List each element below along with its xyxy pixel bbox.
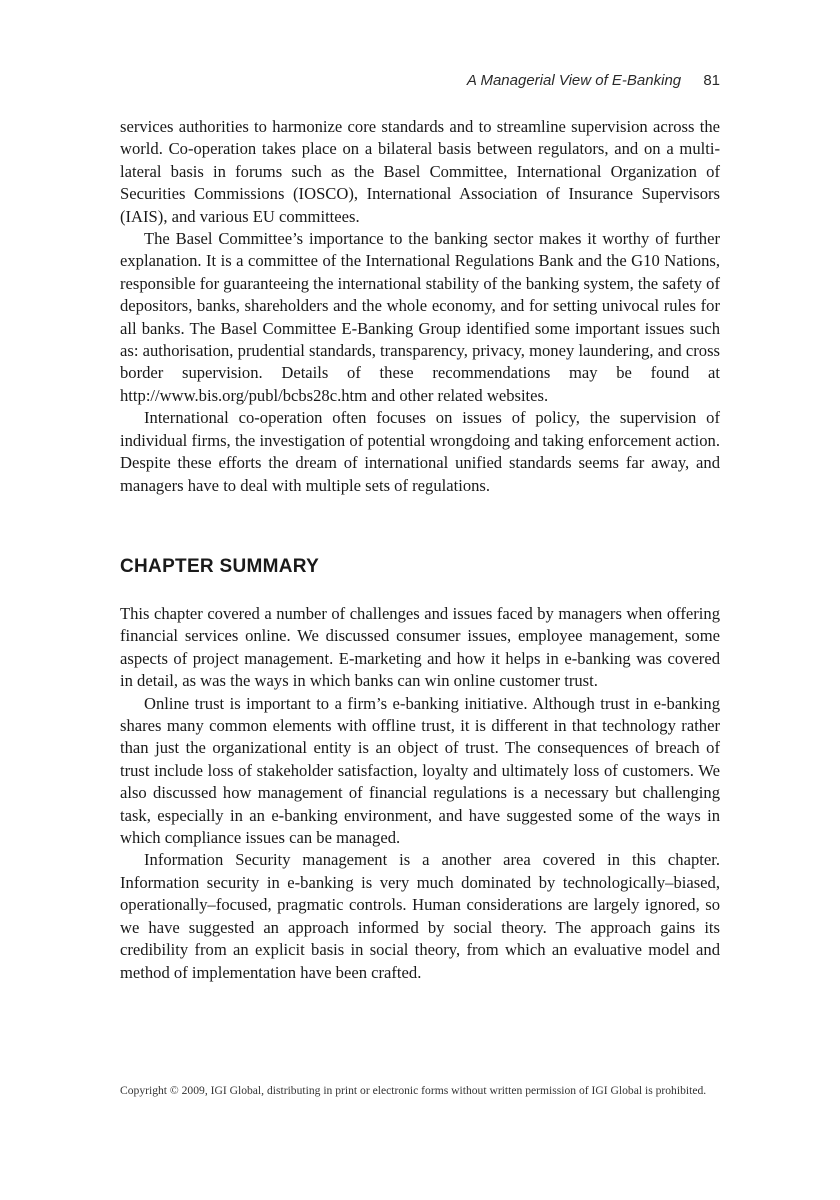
running-title: A Managerial View of E-Banking xyxy=(466,72,682,89)
paragraph-information-security: Information Security management is a another area covered in this chapter. Information security in e-banking is very much dominated by technologically–biased, operationally–focused, pragmatic controls. Human considerations are largely ignored, so we have suggested an approach informed by social theory. The approach gains its credibility from an explicit basis in social theory, from which an evaluative model and method of implementation have been crafted. xyxy=(120,850,720,982)
chapter-summary-section xyxy=(120,603,720,984)
paragraph-international-cooperation: International co-operation often focuses on issues of policy, the supervision of individual firms, the investigation of potential wrongdoing and taking enforcement action. Despite these efforts the dream of international unified standards seems far away, and managers have to deal with multiple sets of regulations. xyxy=(120,408,720,495)
paragraph-basel-committee: The Basel Committee’s importance to the banking sector makes it worthy of further explanation. It is a committee of the International Regulations Bank and the G10 Nations, responsible for guaranteeing the international stability of the banking system, the safety of depositors, banks, shareholders and the whole economy, and for setting univocal rules for all banks. The Basel Committee E-Banking Group identified some important issues such as: authorisation, prudential standards, transparency, privacy, money laundering, and cross border supervision. Details of these recommendations may be found at http://www.bis.org/publ/bcbs28c.htm and other related websites. xyxy=(120,229,720,405)
paragraph-summary-intro: This chapter covered a number of challenges and issues faced by managers when offering financial services online. We discussed consumer issues, employee management, some aspects of project management. E-marketing and how it helps in e-banking was covered in detail, as was the ways in which banks can win online customer trust. xyxy=(120,604,720,691)
top-section xyxy=(120,116,720,497)
page-number: 81 xyxy=(703,72,720,89)
section-heading-chapter-summary: CHAPTER SUMMARY xyxy=(120,556,320,577)
running-header xyxy=(467,72,720,89)
copyright-footer: Copyright © 2009, IGI Global, distributing in print or electronic forms without written permission of IGI Global is prohibited. xyxy=(120,1084,707,1097)
paragraph-online-trust: Online trust is important to a firm’s e-banking initiative. Although trust in e-banking shares many common elements with offline trust, it is different in that technology rather than just the organizational entity is an object of trust. The consequences of breach of trust include loss of stakeholder satisfaction, loyalty and ultimately loss of customers. We also discussed how management of financial regulations is a necessary but challenging task, especially in an e-banking environment, and have suggested some of the ways in which compliance issues can be managed. xyxy=(120,693,720,848)
paragraph-continued: services authorities to harmonize core standards and to streamline supervision across the world. Co-operation takes place on a bilateral basis between regulators, and on a multi-lateral basis in forums such as the Basel Committee, International Organization of Securities Commissions (IOSCO), International Association of Insurance Supervisors (IAIS), and various EU committees. xyxy=(120,117,720,226)
